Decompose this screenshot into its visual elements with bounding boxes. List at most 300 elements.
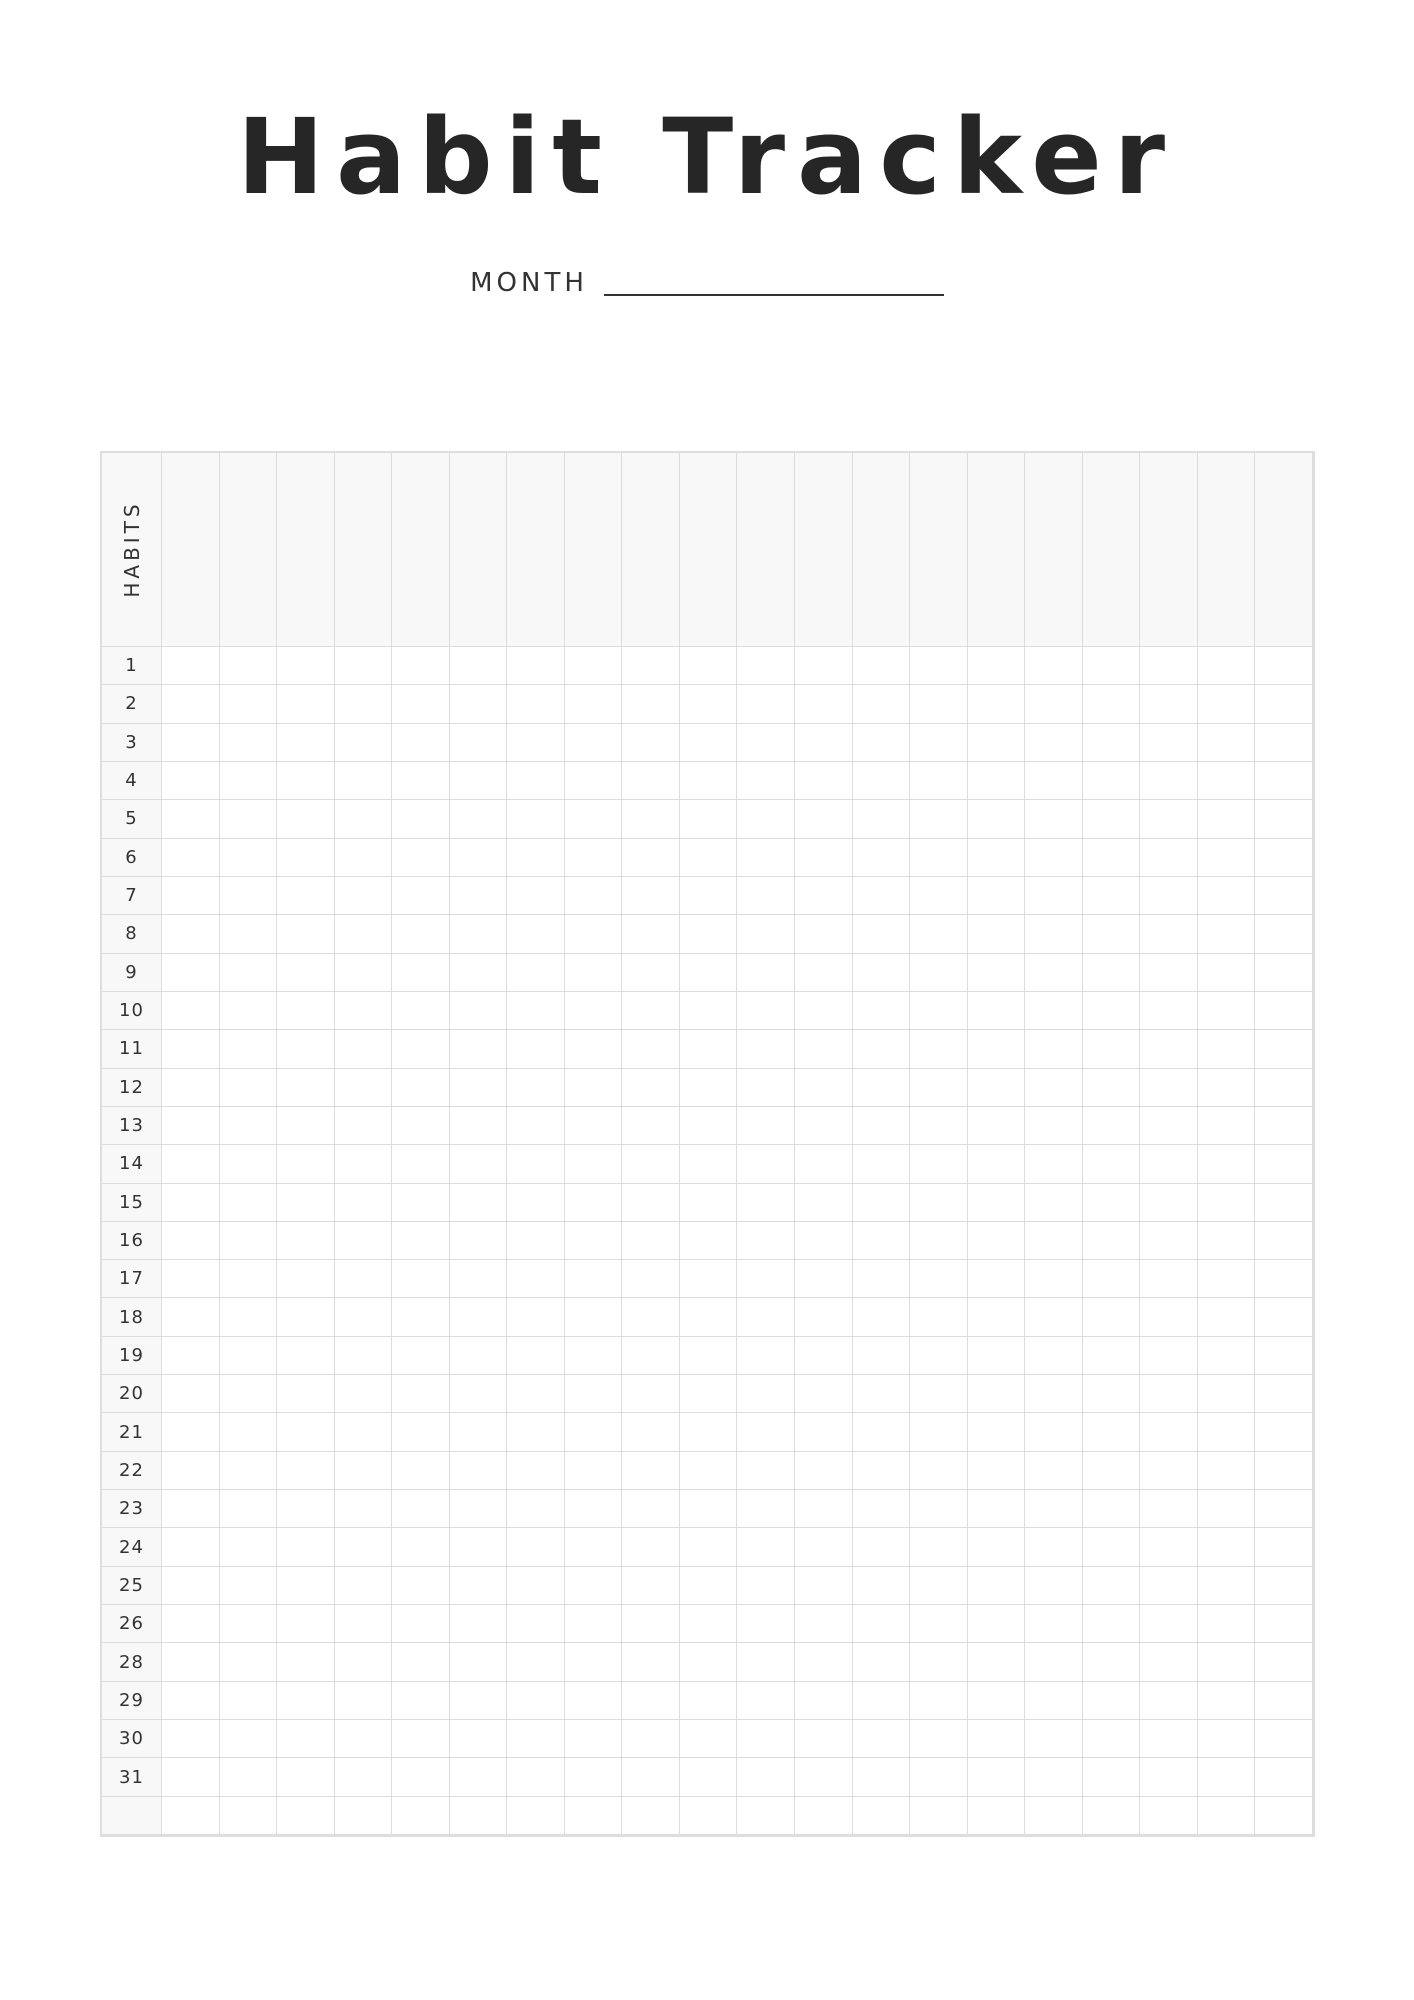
- habit-check-cell[interactable]: [565, 1413, 623, 1451]
- habit-check-cell[interactable]: [1140, 1375, 1198, 1413]
- habit-check-cell[interactable]: [277, 877, 335, 915]
- habit-check-cell[interactable]: [1198, 1298, 1256, 1336]
- habit-check-cell[interactable]: [507, 1797, 565, 1835]
- habit-check-cell[interactable]: [335, 915, 393, 953]
- habit-check-cell[interactable]: [392, 1413, 450, 1451]
- habit-check-cell[interactable]: [1083, 685, 1141, 723]
- habit-check-cell[interactable]: [450, 1030, 508, 1068]
- habit-check-cell[interactable]: [680, 1145, 738, 1183]
- habit-check-cell[interactable]: [622, 1298, 680, 1336]
- habit-check-cell[interactable]: [1083, 1452, 1141, 1490]
- habit-check-cell[interactable]: [277, 954, 335, 992]
- habit-check-cell[interactable]: [507, 1222, 565, 1260]
- habit-check-cell[interactable]: [392, 1337, 450, 1375]
- habit-check-cell[interactable]: [737, 915, 795, 953]
- habit-check-cell[interactable]: [968, 1069, 1026, 1107]
- habit-check-cell[interactable]: [795, 1298, 853, 1336]
- habit-check-cell[interactable]: [565, 1260, 623, 1298]
- habit-check-cell[interactable]: [1255, 1567, 1313, 1605]
- habit-check-cell[interactable]: [1025, 1413, 1083, 1451]
- habit-check-cell[interactable]: [1025, 877, 1083, 915]
- habit-check-cell[interactable]: [1140, 647, 1198, 685]
- habit-check-cell[interactable]: [1198, 1375, 1256, 1413]
- habit-check-cell[interactable]: [680, 724, 738, 762]
- habit-check-cell[interactable]: [220, 992, 278, 1030]
- habit-check-cell[interactable]: [1025, 1528, 1083, 1566]
- habit-check-cell[interactable]: [277, 762, 335, 800]
- habit-check-cell[interactable]: [853, 877, 911, 915]
- habit-check-cell[interactable]: [220, 1184, 278, 1222]
- habit-name-cell[interactable]: [220, 453, 278, 647]
- habit-check-cell[interactable]: [910, 1797, 968, 1835]
- habit-check-cell[interactable]: [335, 1452, 393, 1490]
- habit-check-cell[interactable]: [335, 1797, 393, 1835]
- habit-check-cell[interactable]: [1025, 915, 1083, 953]
- habit-check-cell[interactable]: [220, 1567, 278, 1605]
- habit-check-cell[interactable]: [1255, 724, 1313, 762]
- habit-check-cell[interactable]: [220, 685, 278, 723]
- habit-check-cell[interactable]: [910, 1528, 968, 1566]
- habit-check-cell[interactable]: [853, 1260, 911, 1298]
- habit-check-cell[interactable]: [737, 685, 795, 723]
- habit-check-cell[interactable]: [1025, 1298, 1083, 1336]
- habit-check-cell[interactable]: [910, 954, 968, 992]
- habit-name-cell[interactable]: [392, 453, 450, 647]
- habit-name-cell[interactable]: [737, 453, 795, 647]
- habit-check-cell[interactable]: [1255, 1605, 1313, 1643]
- habit-check-cell[interactable]: [220, 1682, 278, 1720]
- habit-check-cell[interactable]: [565, 877, 623, 915]
- habit-check-cell[interactable]: [1140, 1184, 1198, 1222]
- habit-check-cell[interactable]: [450, 800, 508, 838]
- habit-check-cell[interactable]: [162, 839, 220, 877]
- habit-check-cell[interactable]: [795, 1490, 853, 1528]
- habit-check-cell[interactable]: [1255, 1145, 1313, 1183]
- habit-check-cell[interactable]: [737, 1452, 795, 1490]
- habit-check-cell[interactable]: [968, 1413, 1026, 1451]
- habit-check-cell[interactable]: [162, 1222, 220, 1260]
- habit-check-cell[interactable]: [622, 1720, 680, 1758]
- habit-check-cell[interactable]: [220, 1375, 278, 1413]
- habit-check-cell[interactable]: [680, 1528, 738, 1566]
- habit-check-cell[interactable]: [737, 1490, 795, 1528]
- habit-check-cell[interactable]: [1083, 1337, 1141, 1375]
- habit-check-cell[interactable]: [910, 1145, 968, 1183]
- habit-check-cell[interactable]: [968, 1298, 1026, 1336]
- habit-check-cell[interactable]: [277, 992, 335, 1030]
- habit-check-cell[interactable]: [968, 1643, 1026, 1681]
- habit-check-cell[interactable]: [220, 762, 278, 800]
- habit-check-cell[interactable]: [795, 877, 853, 915]
- habit-check-cell[interactable]: [1255, 1337, 1313, 1375]
- habit-check-cell[interactable]: [1025, 1145, 1083, 1183]
- habit-check-cell[interactable]: [1255, 1030, 1313, 1068]
- habit-check-cell[interactable]: [1198, 1030, 1256, 1068]
- habit-check-cell[interactable]: [1140, 1222, 1198, 1260]
- habit-check-cell[interactable]: [1083, 1069, 1141, 1107]
- habit-check-cell[interactable]: [507, 1260, 565, 1298]
- habit-check-cell[interactable]: [968, 954, 1026, 992]
- habit-check-cell[interactable]: [1083, 1375, 1141, 1413]
- habit-check-cell[interactable]: [680, 1490, 738, 1528]
- habit-check-cell[interactable]: [1255, 1413, 1313, 1451]
- habit-check-cell[interactable]: [220, 647, 278, 685]
- habit-check-cell[interactable]: [277, 647, 335, 685]
- habit-check-cell[interactable]: [507, 1107, 565, 1145]
- habit-check-cell[interactable]: [335, 1567, 393, 1605]
- habit-check-cell[interactable]: [680, 1452, 738, 1490]
- habit-check-cell[interactable]: [853, 1605, 911, 1643]
- habit-check-cell[interactable]: [968, 1184, 1026, 1222]
- habit-check-cell[interactable]: [335, 762, 393, 800]
- habit-check-cell[interactable]: [622, 992, 680, 1030]
- habit-check-cell[interactable]: [968, 1720, 1026, 1758]
- habit-check-cell[interactable]: [1083, 1260, 1141, 1298]
- habit-check-cell[interactable]: [737, 1682, 795, 1720]
- habit-check-cell[interactable]: [622, 800, 680, 838]
- habit-check-cell[interactable]: [450, 1184, 508, 1222]
- habit-check-cell[interactable]: [910, 877, 968, 915]
- habit-check-cell[interactable]: [910, 1184, 968, 1222]
- habit-check-cell[interactable]: [737, 1337, 795, 1375]
- habit-check-cell[interactable]: [1255, 1682, 1313, 1720]
- habit-check-cell[interactable]: [1198, 1643, 1256, 1681]
- habit-name-cell[interactable]: [277, 453, 335, 647]
- habit-check-cell[interactable]: [162, 954, 220, 992]
- habit-check-cell[interactable]: [1083, 1298, 1141, 1336]
- habit-check-cell[interactable]: [392, 954, 450, 992]
- habit-check-cell[interactable]: [795, 685, 853, 723]
- habit-check-cell[interactable]: [622, 685, 680, 723]
- habit-check-cell[interactable]: [335, 877, 393, 915]
- habit-check-cell[interactable]: [392, 1797, 450, 1835]
- habit-check-cell[interactable]: [853, 1758, 911, 1796]
- habit-check-cell[interactable]: [680, 992, 738, 1030]
- habit-check-cell[interactable]: [1025, 1758, 1083, 1796]
- habit-check-cell[interactable]: [392, 877, 450, 915]
- habit-check-cell[interactable]: [737, 724, 795, 762]
- habit-check-cell[interactable]: [968, 724, 1026, 762]
- habit-check-cell[interactable]: [392, 1107, 450, 1145]
- habit-check-cell[interactable]: [853, 1069, 911, 1107]
- habit-check-cell[interactable]: [910, 1413, 968, 1451]
- habit-check-cell[interactable]: [565, 724, 623, 762]
- habit-check-cell[interactable]: [622, 1528, 680, 1566]
- habit-check-cell[interactable]: [1255, 685, 1313, 723]
- habit-check-cell[interactable]: [565, 954, 623, 992]
- habit-check-cell[interactable]: [335, 1107, 393, 1145]
- habit-check-cell[interactable]: [968, 1605, 1026, 1643]
- habit-check-cell[interactable]: [1255, 1720, 1313, 1758]
- habit-check-cell[interactable]: [277, 685, 335, 723]
- habit-check-cell[interactable]: [565, 1643, 623, 1681]
- habit-check-cell[interactable]: [565, 1184, 623, 1222]
- habit-check-cell[interactable]: [1198, 1413, 1256, 1451]
- habit-check-cell[interactable]: [1255, 915, 1313, 953]
- habit-check-cell[interactable]: [1025, 762, 1083, 800]
- habit-check-cell[interactable]: [968, 1107, 1026, 1145]
- habit-check-cell[interactable]: [335, 1260, 393, 1298]
- habit-check-cell[interactable]: [853, 1413, 911, 1451]
- habit-check-cell[interactable]: [795, 1337, 853, 1375]
- habit-check-cell[interactable]: [335, 1720, 393, 1758]
- habit-name-cell[interactable]: [910, 453, 968, 647]
- habit-check-cell[interactable]: [450, 1413, 508, 1451]
- habit-check-cell[interactable]: [853, 1222, 911, 1260]
- habit-check-cell[interactable]: [1198, 724, 1256, 762]
- habit-check-cell[interactable]: [737, 1069, 795, 1107]
- habit-check-cell[interactable]: [392, 685, 450, 723]
- habit-check-cell[interactable]: [795, 1452, 853, 1490]
- habit-check-cell[interactable]: [795, 1413, 853, 1451]
- habit-check-cell[interactable]: [737, 1260, 795, 1298]
- habit-check-cell[interactable]: [795, 762, 853, 800]
- habit-check-cell[interactable]: [565, 1222, 623, 1260]
- month-input-line[interactable]: [604, 294, 944, 296]
- habit-check-cell[interactable]: [507, 685, 565, 723]
- habit-check-cell[interactable]: [1140, 762, 1198, 800]
- habit-check-cell[interactable]: [795, 1069, 853, 1107]
- habit-check-cell[interactable]: [737, 762, 795, 800]
- habit-check-cell[interactable]: [392, 1030, 450, 1068]
- habit-check-cell[interactable]: [968, 1682, 1026, 1720]
- habit-check-cell[interactable]: [507, 1758, 565, 1796]
- habit-check-cell[interactable]: [1198, 1758, 1256, 1796]
- habit-check-cell[interactable]: [853, 839, 911, 877]
- habit-check-cell[interactable]: [680, 685, 738, 723]
- habit-check-cell[interactable]: [162, 762, 220, 800]
- habit-check-cell[interactable]: [392, 1184, 450, 1222]
- habit-check-cell[interactable]: [1255, 800, 1313, 838]
- habit-check-cell[interactable]: [162, 915, 220, 953]
- habit-check-cell[interactable]: [1140, 1145, 1198, 1183]
- habit-check-cell[interactable]: [392, 1605, 450, 1643]
- habit-check-cell[interactable]: [1083, 800, 1141, 838]
- habit-check-cell[interactable]: [622, 839, 680, 877]
- habit-name-cell[interactable]: [1083, 453, 1141, 647]
- habit-check-cell[interactable]: [450, 1375, 508, 1413]
- habit-check-cell[interactable]: [220, 1490, 278, 1528]
- habit-check-cell[interactable]: [1140, 1567, 1198, 1605]
- habit-check-cell[interactable]: [910, 915, 968, 953]
- habit-check-cell[interactable]: [1255, 1643, 1313, 1681]
- habit-check-cell[interactable]: [335, 1375, 393, 1413]
- habit-check-cell[interactable]: [1140, 1797, 1198, 1835]
- habit-check-cell[interactable]: [1255, 1452, 1313, 1490]
- habit-check-cell[interactable]: [1255, 1528, 1313, 1566]
- habit-check-cell[interactable]: [622, 762, 680, 800]
- habit-check-cell[interactable]: [507, 647, 565, 685]
- habit-check-cell[interactable]: [680, 1107, 738, 1145]
- habit-check-cell[interactable]: [277, 1567, 335, 1605]
- habit-check-cell[interactable]: [450, 1758, 508, 1796]
- habit-check-cell[interactable]: [565, 1069, 623, 1107]
- habit-check-cell[interactable]: [565, 1605, 623, 1643]
- habit-check-cell[interactable]: [680, 1797, 738, 1835]
- habit-check-cell[interactable]: [450, 1720, 508, 1758]
- habit-check-cell[interactable]: [853, 1452, 911, 1490]
- habit-check-cell[interactable]: [1198, 992, 1256, 1030]
- habit-check-cell[interactable]: [1025, 1222, 1083, 1260]
- habit-check-cell[interactable]: [737, 877, 795, 915]
- habit-check-cell[interactable]: [1140, 1682, 1198, 1720]
- habit-check-cell[interactable]: [1025, 1375, 1083, 1413]
- habit-check-cell[interactable]: [162, 1643, 220, 1681]
- habit-check-cell[interactable]: [220, 1107, 278, 1145]
- habit-check-cell[interactable]: [1025, 1797, 1083, 1835]
- habit-check-cell[interactable]: [1140, 877, 1198, 915]
- habit-check-cell[interactable]: [910, 724, 968, 762]
- habit-check-cell[interactable]: [680, 1298, 738, 1336]
- habit-check-cell[interactable]: [335, 1222, 393, 1260]
- habit-check-cell[interactable]: [1198, 800, 1256, 838]
- habit-name-cell[interactable]: [853, 453, 911, 647]
- habit-check-cell[interactable]: [622, 954, 680, 992]
- habit-check-cell[interactable]: [853, 1682, 911, 1720]
- habit-check-cell[interactable]: [220, 954, 278, 992]
- habit-check-cell[interactable]: [1083, 1145, 1141, 1183]
- habit-check-cell[interactable]: [1025, 1184, 1083, 1222]
- habit-check-cell[interactable]: [680, 1682, 738, 1720]
- habit-check-cell[interactable]: [680, 1069, 738, 1107]
- habit-check-cell[interactable]: [968, 915, 1026, 953]
- habit-check-cell[interactable]: [622, 1643, 680, 1681]
- habit-check-cell[interactable]: [795, 1260, 853, 1298]
- habit-check-cell[interactable]: [162, 1337, 220, 1375]
- habit-check-cell[interactable]: [450, 647, 508, 685]
- habit-check-cell[interactable]: [450, 915, 508, 953]
- habit-check-cell[interactable]: [392, 724, 450, 762]
- habit-check-cell[interactable]: [162, 877, 220, 915]
- habit-check-cell[interactable]: [1083, 1797, 1141, 1835]
- habit-check-cell[interactable]: [450, 1260, 508, 1298]
- habit-check-cell[interactable]: [507, 1605, 565, 1643]
- habit-check-cell[interactable]: [1140, 685, 1198, 723]
- habit-check-cell[interactable]: [737, 954, 795, 992]
- habit-check-cell[interactable]: [680, 647, 738, 685]
- habit-check-cell[interactable]: [162, 1069, 220, 1107]
- habit-check-cell[interactable]: [1083, 1222, 1141, 1260]
- habit-name-cell[interactable]: [968, 453, 1026, 647]
- habit-check-cell[interactable]: [795, 800, 853, 838]
- habit-check-cell[interactable]: [392, 839, 450, 877]
- habit-check-cell[interactable]: [1198, 1260, 1256, 1298]
- habit-check-cell[interactable]: [622, 1682, 680, 1720]
- habit-check-cell[interactable]: [853, 1720, 911, 1758]
- habit-check-cell[interactable]: [910, 685, 968, 723]
- habit-check-cell[interactable]: [392, 915, 450, 953]
- habit-check-cell[interactable]: [1025, 1720, 1083, 1758]
- habit-check-cell[interactable]: [737, 1643, 795, 1681]
- habit-check-cell[interactable]: [277, 1222, 335, 1260]
- habit-check-cell[interactable]: [392, 762, 450, 800]
- habit-check-cell[interactable]: [910, 1298, 968, 1336]
- habit-check-cell[interactable]: [622, 915, 680, 953]
- habit-check-cell[interactable]: [910, 992, 968, 1030]
- habit-check-cell[interactable]: [1255, 1069, 1313, 1107]
- habit-check-cell[interactable]: [737, 1107, 795, 1145]
- habit-check-cell[interactable]: [680, 877, 738, 915]
- habit-check-cell[interactable]: [737, 839, 795, 877]
- habit-check-cell[interactable]: [680, 1260, 738, 1298]
- habit-check-cell[interactable]: [622, 1758, 680, 1796]
- habit-check-cell[interactable]: [910, 1375, 968, 1413]
- habit-check-cell[interactable]: [1025, 1337, 1083, 1375]
- habit-check-cell[interactable]: [507, 1184, 565, 1222]
- habit-check-cell[interactable]: [335, 1413, 393, 1451]
- habit-check-cell[interactable]: [968, 1337, 1026, 1375]
- habit-check-cell[interactable]: [335, 800, 393, 838]
- habit-check-cell[interactable]: [1025, 1643, 1083, 1681]
- habit-check-cell[interactable]: [680, 1605, 738, 1643]
- habit-check-cell[interactable]: [853, 1797, 911, 1835]
- habit-check-cell[interactable]: [1255, 992, 1313, 1030]
- habit-check-cell[interactable]: [853, 724, 911, 762]
- habit-check-cell[interactable]: [1140, 839, 1198, 877]
- habit-check-cell[interactable]: [1255, 1375, 1313, 1413]
- habit-check-cell[interactable]: [565, 1720, 623, 1758]
- habit-name-cell[interactable]: [622, 453, 680, 647]
- habit-check-cell[interactable]: [220, 724, 278, 762]
- habit-check-cell[interactable]: [277, 1452, 335, 1490]
- habit-check-cell[interactable]: [968, 1260, 1026, 1298]
- habit-check-cell[interactable]: [162, 1528, 220, 1566]
- habit-check-cell[interactable]: [162, 685, 220, 723]
- habit-check-cell[interactable]: [622, 1490, 680, 1528]
- habit-check-cell[interactable]: [450, 1298, 508, 1336]
- habit-check-cell[interactable]: [1025, 800, 1083, 838]
- habit-check-cell[interactable]: [392, 800, 450, 838]
- habit-name-cell[interactable]: [565, 453, 623, 647]
- habit-check-cell[interactable]: [507, 839, 565, 877]
- habit-check-cell[interactable]: [220, 1413, 278, 1451]
- habit-check-cell[interactable]: [680, 800, 738, 838]
- habit-check-cell[interactable]: [1140, 1605, 1198, 1643]
- habit-name-cell[interactable]: [1140, 453, 1198, 647]
- habit-check-cell[interactable]: [853, 915, 911, 953]
- habit-check-cell[interactable]: [277, 1184, 335, 1222]
- habit-check-cell[interactable]: [450, 954, 508, 992]
- habit-check-cell[interactable]: [507, 1682, 565, 1720]
- habit-check-cell[interactable]: [1140, 1720, 1198, 1758]
- habit-check-cell[interactable]: [1198, 762, 1256, 800]
- habit-check-cell[interactable]: [853, 1184, 911, 1222]
- habit-check-cell[interactable]: [1198, 877, 1256, 915]
- habit-check-cell[interactable]: [1255, 1260, 1313, 1298]
- habit-name-cell[interactable]: [335, 453, 393, 647]
- habit-check-cell[interactable]: [277, 1260, 335, 1298]
- habit-check-cell[interactable]: [910, 800, 968, 838]
- habit-check-cell[interactable]: [795, 1528, 853, 1566]
- habit-check-cell[interactable]: [162, 1030, 220, 1068]
- habit-check-cell[interactable]: [450, 1107, 508, 1145]
- habit-check-cell[interactable]: [622, 1145, 680, 1183]
- habit-check-cell[interactable]: [622, 1222, 680, 1260]
- habit-check-cell[interactable]: [1140, 1298, 1198, 1336]
- habit-check-cell[interactable]: [737, 992, 795, 1030]
- habit-check-cell[interactable]: [1198, 1107, 1256, 1145]
- habit-check-cell[interactable]: [1083, 1643, 1141, 1681]
- habit-check-cell[interactable]: [220, 1797, 278, 1835]
- habit-check-cell[interactable]: [968, 1145, 1026, 1183]
- habit-check-cell[interactable]: [680, 1567, 738, 1605]
- habit-check-cell[interactable]: [1083, 1413, 1141, 1451]
- habit-check-cell[interactable]: [335, 992, 393, 1030]
- habit-check-cell[interactable]: [392, 1145, 450, 1183]
- habit-check-cell[interactable]: [335, 1337, 393, 1375]
- habit-check-cell[interactable]: [1083, 1184, 1141, 1222]
- habit-check-cell[interactable]: [277, 1797, 335, 1835]
